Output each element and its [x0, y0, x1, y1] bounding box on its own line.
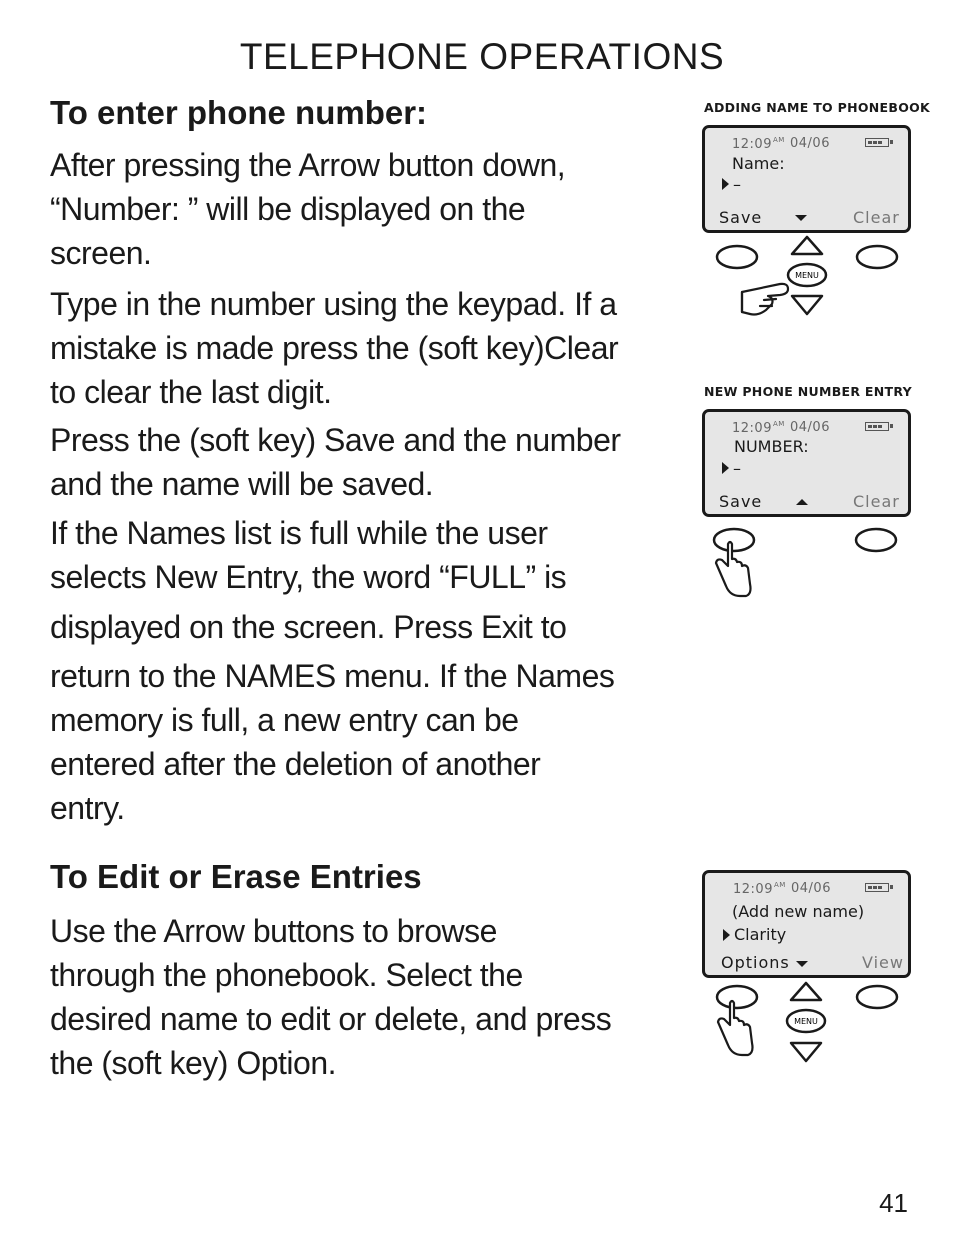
- keypad-controls-2: [702, 516, 922, 606]
- lcd-line-1: Name:: [732, 154, 785, 173]
- keypad-controls-1: [702, 232, 922, 324]
- figure-label-adding-name: ADDING NAME TO PHONEBOOK: [704, 100, 931, 115]
- section-heading-enter-number: To enter phone number:: [50, 94, 428, 131]
- text-line: entered after the deletion of another: [50, 746, 541, 782]
- down-arrow-icon: [794, 214, 808, 222]
- menu-button-label: MENU: [794, 1017, 818, 1026]
- lcd-clock: $12:09^{AM}$: [732, 420, 785, 436]
- softkey-label-right: Clear: [853, 492, 900, 511]
- section-heading-edit-erase: To Edit or Erase Entries: [50, 858, 422, 895]
- soft-key-left[interactable]: [717, 246, 757, 268]
- text-line: the (soft key) Option.: [50, 1045, 337, 1081]
- softkey-label-right: View: [862, 953, 904, 972]
- text-line: memory is full, a new entry can be: [50, 702, 519, 738]
- text-line: mistake is made press the (soft key)Clear: [50, 330, 619, 366]
- text-line: Type in the number using the keypad. If a: [50, 286, 617, 322]
- text-line: desired name to edit or delete, and press: [50, 1001, 612, 1037]
- text-line: to clear the last digit.: [50, 374, 332, 410]
- text-line: displayed on the screen. Press Exit to: [50, 609, 567, 645]
- soft-key-right[interactable]: [857, 986, 897, 1008]
- soft-key-right[interactable]: [856, 529, 896, 551]
- page-title: TELEPHONE OPERATIONS: [239, 36, 725, 77]
- figure-label-new-number: NEW PHONE NUMBER ENTRY: [704, 384, 912, 399]
- lcd-screen-new-number: [702, 409, 911, 517]
- text-line: through the phonebook. Select the: [50, 957, 523, 993]
- pointing-hand-icon: [742, 284, 788, 315]
- lcd-line-2: –: [733, 175, 741, 194]
- lcd-date: 04/06: [791, 881, 831, 896]
- paragraph-1: [50, 143, 565, 275]
- paragraph-4: [50, 511, 614, 830]
- lcd-date: 04/06: [790, 136, 830, 151]
- text-line: “Number: ” will be displayed on the: [50, 191, 526, 227]
- text-line: and the name will be saved.: [50, 466, 434, 502]
- text-line: After pressing the Arrow button down,: [50, 147, 566, 183]
- text-line: Use the Arrow buttons to browse: [50, 913, 497, 949]
- softkey-label-left: Options: [721, 953, 790, 972]
- up-arrow-button[interactable]: [792, 237, 822, 254]
- down-arrow-button[interactable]: [791, 1043, 821, 1061]
- down-arrow-button[interactable]: [792, 296, 822, 314]
- lcd-line-2: Clarity: [734, 925, 787, 944]
- lcd-screen-phonebook: [702, 870, 911, 978]
- battery-icon: [865, 422, 889, 431]
- paragraph-5: [50, 909, 611, 1085]
- battery-icon: [865, 138, 889, 147]
- lcd-line-1: NUMBER:: [734, 437, 809, 456]
- text-line: entry.: [50, 790, 125, 826]
- battery-icon: [865, 883, 889, 892]
- text-line: screen.: [50, 235, 152, 271]
- down-arrow-icon: [795, 960, 809, 968]
- cursor-arrow-icon: [722, 928, 731, 942]
- text-line: If the Names list is full while the user: [50, 515, 548, 551]
- up-arrow-button[interactable]: [791, 983, 821, 1000]
- lcd-date: 04/06: [790, 420, 830, 435]
- softkey-label-right: Clear: [853, 208, 900, 227]
- softkey-label-left: Save: [719, 492, 763, 511]
- lcd-screen-adding-name: [702, 125, 911, 233]
- page-number: 41: [879, 1188, 908, 1218]
- cursor-arrow-icon: [721, 177, 730, 191]
- softkey-label-left: Save: [719, 208, 763, 227]
- soft-key-left[interactable]: [714, 529, 754, 551]
- cursor-arrow-icon: [721, 461, 730, 475]
- soft-key-left[interactable]: [717, 986, 757, 1008]
- text-line: selects New Entry, the word “FULL” is: [50, 559, 567, 595]
- lcd-clock: $12:09^{AM}$: [733, 881, 786, 897]
- menu-button-label: MENU: [795, 271, 819, 280]
- up-arrow-icon: [795, 498, 809, 506]
- lcd-clock: $12:09^{AM}$: [732, 136, 785, 152]
- lcd-line-2: –: [733, 459, 741, 478]
- lcd-line-1: (Add new name): [732, 902, 865, 921]
- paragraph-2: [50, 282, 618, 414]
- soft-key-right[interactable]: [857, 246, 897, 268]
- keypad-controls-3: [702, 977, 922, 1069]
- paragraph-3: [50, 418, 621, 506]
- text-line: return to the NAMES menu. If the Names: [50, 658, 615, 694]
- text-line: Press the (soft key) Save and the number: [50, 422, 621, 458]
